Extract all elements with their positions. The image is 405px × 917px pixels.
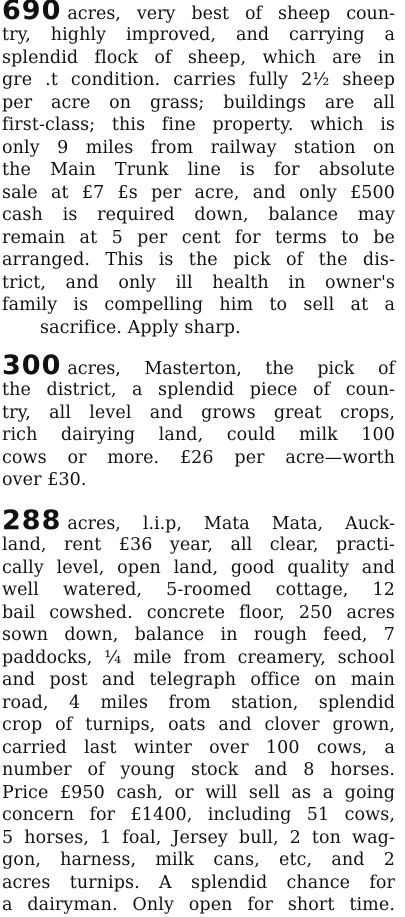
listing-text-line: paddocks, ¼ mile from creamery, school — [2, 647, 395, 668]
listing-text-line: acres turnips. A splendid chance for — [2, 872, 395, 893]
listing-first-line-text: acres, very best of sheep coun- — [67, 4, 395, 24]
listing-text-line: cally level, open land, good quality and — [2, 557, 395, 578]
listing-text-line: the Main Trunk line is for absolute — [2, 160, 395, 180]
listing-text-line: rich dairying land, could milk 100 — [2, 425, 395, 445]
listing-text-line: sale at £7 £s per acre, and only £500 — [2, 182, 395, 203]
listing-text-line: Price £950 cash, or will sell as a going — [2, 782, 395, 803]
listing-text-line: remain at 5 per cent for terms to be — [2, 227, 395, 248]
listing-text-line: crop of turnips, oats and clover grown, — [2, 715, 395, 735]
listing-text-line: only 9 miles from railway station on — [2, 137, 395, 158]
listing-text-line: and post and telegraph office on main — [2, 670, 395, 690]
listing-text-line: concern for £1400, including 51 cows, — [2, 805, 395, 825]
listing-text-line: splendid flock of sheep, which are in — [2, 47, 395, 68]
listing-text-line: cows or more. £26 per acre—worth — [2, 447, 395, 468]
listing-first-line — [0, 505, 397, 536]
listing-text-line: first-class; this fine property. which is — [2, 115, 395, 135]
listing-690-acres — [0, 0, 397, 339]
listing-text-line: 5 horses, 1 foal, Jersey bull, 2 ton wag- — [2, 827, 395, 848]
listing-text-line: family is compelling him to sell at a — [2, 295, 395, 315]
listing-text-line: bail cowshed. concrete floor, 250 acres — [2, 602, 395, 623]
listing-300-acres — [0, 350, 397, 492]
listing-first-line — [0, 0, 397, 24]
listing-text-line: well watered, 5-roomed cottage, 12 — [2, 580, 395, 600]
listing-text-line: sown down, balance in rough feed, 7 — [2, 625, 395, 645]
listing-text-line: trict, and only ill health in owner's — [2, 272, 395, 293]
listing-text-line: per acre on grass; buildings are all — [2, 92, 395, 113]
listing-text-line: arranged. This is the pick of the dis- — [2, 250, 395, 270]
listing-first-line-text: acres, Masterton, the pick of — [67, 359, 395, 379]
listing-acreage-number: 288 — [2, 505, 62, 536]
listing-text-line: gre .t condition. carries fully 2½ sheep — [2, 70, 395, 90]
listing-text-line: over £30. — [2, 470, 87, 490]
listing-288-acres — [0, 505, 397, 917]
listing-text-line: try, all level and grows great crops, — [2, 402, 395, 423]
listing-text-line: land, rent £36 year, all clear, practi- — [2, 535, 395, 555]
listing-text-line: the district, a splendid piece of coun- — [2, 380, 395, 400]
listing-text-line: cash is required down, balance may — [2, 205, 395, 225]
listing-acreage-number: 300 — [2, 350, 62, 381]
listing-text-line: a dairyman. Only open for short time. — [2, 895, 395, 915]
listing-acreage-number: 690 — [2, 0, 62, 26]
listing-text-line: try, highly improved, and carrying a — [2, 25, 395, 45]
listing-text-line: road, 4 miles from station, splendid — [2, 692, 395, 713]
listing-text-line: number of young stock and 8 horses. — [2, 760, 395, 780]
listing-text-line: sacrifice. Apply sharp. — [40, 317, 241, 338]
listing-text-line: carried last winter over 100 cows, a — [2, 737, 395, 758]
listing-first-line-text: acres, l.i.p, Mata Mata, Auck- — [67, 514, 395, 534]
listing-first-line — [0, 350, 397, 381]
listing-text-line: gon, harness, milk cans, etc, and 2 — [2, 850, 395, 870]
